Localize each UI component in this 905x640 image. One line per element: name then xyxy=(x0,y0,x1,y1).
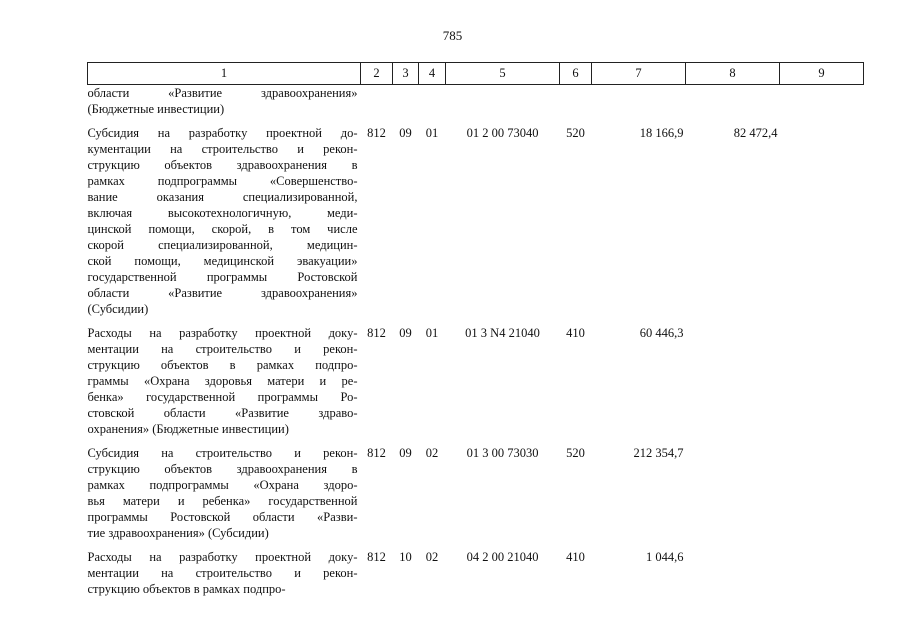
cell-col7 xyxy=(592,85,686,118)
table-body xyxy=(88,85,864,598)
description-line: охранения» (Бюджетные инвестиции) xyxy=(87,422,289,436)
description-line: рамках подпрограммы «Совершенство- xyxy=(87,174,358,188)
cell-rz: 09 xyxy=(399,446,412,460)
description-line: ской помощи, медицинской эвакуации» xyxy=(87,254,358,268)
cell-pr xyxy=(419,85,446,118)
row-spacer xyxy=(88,541,864,549)
header-col-2: 2 xyxy=(361,63,393,85)
cell-vr: 410 xyxy=(566,550,585,564)
description-line: цинской помощи, скорой, в том числе xyxy=(87,222,358,236)
cell-ved: 812 xyxy=(367,446,386,460)
cell-vr: 520 xyxy=(566,126,585,140)
cell-pr: 01 xyxy=(425,326,439,340)
row-spacer xyxy=(88,317,864,325)
header-col-8: 8 xyxy=(686,63,780,85)
row-description xyxy=(88,549,361,597)
description-line: тие здравоохранения» (Субсидии) xyxy=(87,526,269,540)
description-line: стовской области «Развитие здраво- xyxy=(87,406,358,420)
row-spacer xyxy=(88,117,864,125)
cell-csr: 01 2 00 73040 xyxy=(466,126,539,140)
cell-pr: 02 xyxy=(425,446,439,460)
cell-col9 xyxy=(780,85,864,118)
table-header-row xyxy=(88,63,864,85)
description-line: включая высокотехнологичную, меди- xyxy=(87,206,358,220)
cell-col8: 82 472,4 xyxy=(733,126,778,140)
cell-rz: 09 xyxy=(399,326,412,340)
header-col-6: 6 xyxy=(560,63,592,85)
cell-vr xyxy=(560,85,592,118)
cell-col7: 18 166,9 xyxy=(639,126,684,140)
cell-col9 xyxy=(780,549,864,597)
description-line: государственной программы Ростовской xyxy=(87,270,358,284)
row-description xyxy=(88,85,361,118)
header-col-3: 3 xyxy=(393,63,419,85)
cell-col9 xyxy=(780,445,864,541)
header-col-5: 5 xyxy=(446,63,560,85)
description-line: вание оказания специализированной, xyxy=(87,190,358,204)
description-line: (Субсидии) xyxy=(87,302,149,316)
table-row xyxy=(88,325,864,437)
description-line: области «Развитие здравоохранения» xyxy=(87,86,358,100)
cell-csr: 01 3 N4 21040 xyxy=(465,326,540,340)
cell-ved: 812 xyxy=(367,326,386,340)
row-description xyxy=(88,125,361,317)
cell-pr: 01 xyxy=(425,126,439,140)
row-spacer xyxy=(88,437,864,445)
cell-col8 xyxy=(686,445,780,541)
description-line: бенка» государственной программы Ро- xyxy=(87,390,358,404)
table-row xyxy=(88,125,864,317)
description-line: Субсидия на разработку проектной до- xyxy=(87,126,358,140)
cell-col8 xyxy=(686,549,780,597)
cell-col8 xyxy=(686,85,780,118)
table-row xyxy=(88,549,864,597)
cell-vr: 410 xyxy=(566,326,585,340)
description-line: струкцию объектов здравоохранения в xyxy=(87,462,358,476)
description-line: струкцию объектов здравоохранения в xyxy=(87,158,358,172)
description-line: Расходы на разработку проектной доку- xyxy=(87,550,358,564)
cell-ved xyxy=(361,85,393,118)
description-line: ментации на строительство и рекон- xyxy=(87,566,358,580)
description-line: скорой специализированной, медицин- xyxy=(87,238,358,252)
cell-col8 xyxy=(686,325,780,437)
description-line: области «Развитие здравоохранения» xyxy=(87,286,358,300)
cell-rz: 10 xyxy=(399,550,412,564)
cell-col9 xyxy=(780,325,864,437)
cell-rz xyxy=(393,85,419,118)
description-line: граммы «Охрана здоровья матери и ре- xyxy=(87,374,358,388)
header-col-7: 7 xyxy=(592,63,686,85)
description-line: кументации на строительство и рекон- xyxy=(87,142,358,156)
description-line: Расходы на разработку проектной доку- xyxy=(87,326,358,340)
table-row xyxy=(88,445,864,541)
cell-col9 xyxy=(780,125,864,317)
cell-rz: 09 xyxy=(399,126,412,140)
cell-col7: 1 044,6 xyxy=(646,550,684,564)
description-line: Субсидия на строительство и рекон- xyxy=(87,446,358,460)
row-spacer-cell xyxy=(88,437,864,445)
page-number: 785 xyxy=(442,28,463,43)
cell-col7: 212 354,7 xyxy=(633,446,684,460)
table-row xyxy=(88,85,864,118)
header-col-9: 9 xyxy=(780,63,864,85)
description-line: струкцию объектов в рамках подпро- xyxy=(87,358,358,372)
row-description xyxy=(88,445,361,541)
row-spacer-cell xyxy=(88,317,864,325)
cell-vr: 520 xyxy=(566,446,585,460)
cell-ved: 812 xyxy=(367,550,386,564)
cell-ved: 812 xyxy=(367,126,386,140)
header-col-1: 1 xyxy=(88,63,361,85)
budget-table xyxy=(87,62,864,597)
description-line: рамках подпрограммы «Охрана здоро- xyxy=(87,478,358,492)
description-line: вья матери и ребенка» государственной xyxy=(87,494,358,508)
cell-col7: 60 446,3 xyxy=(639,326,684,340)
description-line: (Бюджетные инвестиции) xyxy=(87,102,225,116)
description-line: программы Ростовской области «Разви- xyxy=(87,510,358,524)
cell-csr xyxy=(446,85,560,118)
header-col-4: 4 xyxy=(419,63,446,85)
row-description xyxy=(88,325,361,437)
cell-csr: 01 3 00 73030 xyxy=(466,446,539,460)
description-line: струкцию объектов в рамках подпро- xyxy=(87,582,286,596)
cell-csr: 04 2 00 21040 xyxy=(466,550,539,564)
row-spacer-cell xyxy=(88,541,864,549)
cell-pr: 02 xyxy=(425,550,439,564)
description-line: ментации на строительство и рекон- xyxy=(87,342,358,356)
row-spacer-cell xyxy=(88,117,864,125)
